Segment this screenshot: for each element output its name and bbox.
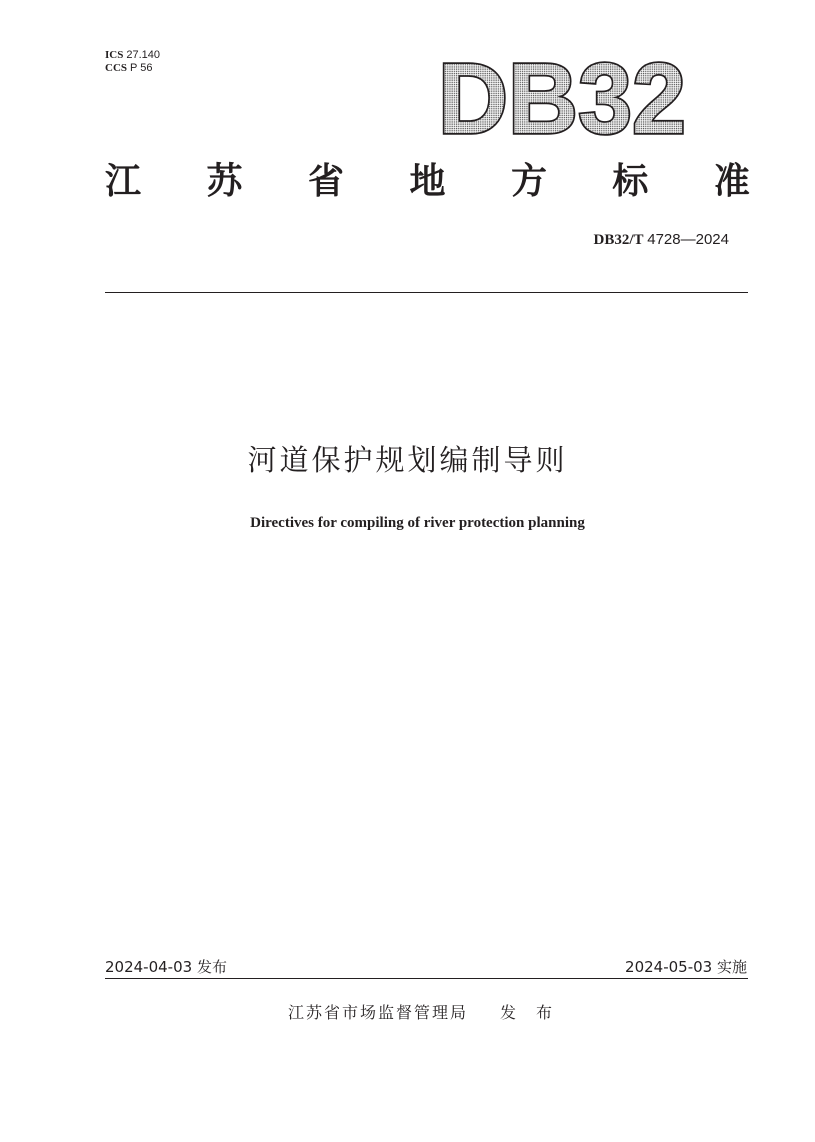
db32-logo xyxy=(438,44,688,144)
classification-codes xyxy=(105,49,160,75)
publisher-name: 江苏省市场监督管理局 xyxy=(287,1003,468,1022)
ics-code xyxy=(105,49,160,62)
standard-type-title xyxy=(105,160,750,204)
standard-number xyxy=(593,231,729,249)
standard-type-char: 地 xyxy=(409,161,446,202)
ccs-label: CCS xyxy=(105,62,128,74)
standard-type-char: 方 xyxy=(510,161,547,202)
document-title-english: Directives for compiling of river protection planning xyxy=(250,515,585,531)
standard-type-char: 准 xyxy=(713,161,750,202)
standard-type-char: 标 xyxy=(612,161,649,202)
publisher-action: 发布 xyxy=(500,1003,573,1022)
ics-value: 27.140 xyxy=(126,49,160,61)
bottom-divider xyxy=(105,978,748,979)
document-title-chinese: 河道保护规划编制导则 xyxy=(247,443,568,477)
implementation-date: 2024-05-03 实施 xyxy=(625,958,747,976)
standard-number-value: 4728—2024 xyxy=(647,231,729,248)
issue-date: 2024-04-03 发布 xyxy=(105,958,227,976)
standard-type-char: 江 xyxy=(105,161,142,202)
standard-number-prefix: DB32/T xyxy=(593,232,644,248)
standard-type-char: 苏 xyxy=(206,161,243,202)
top-divider xyxy=(105,292,748,293)
svg-text:DB32: DB32 xyxy=(438,44,686,144)
ics-label: ICS xyxy=(105,49,124,61)
ccs-value: P 56 xyxy=(130,62,153,74)
standard-type-char: 省 xyxy=(307,161,344,202)
ccs-code xyxy=(105,62,160,75)
publisher-line xyxy=(0,1001,815,1025)
